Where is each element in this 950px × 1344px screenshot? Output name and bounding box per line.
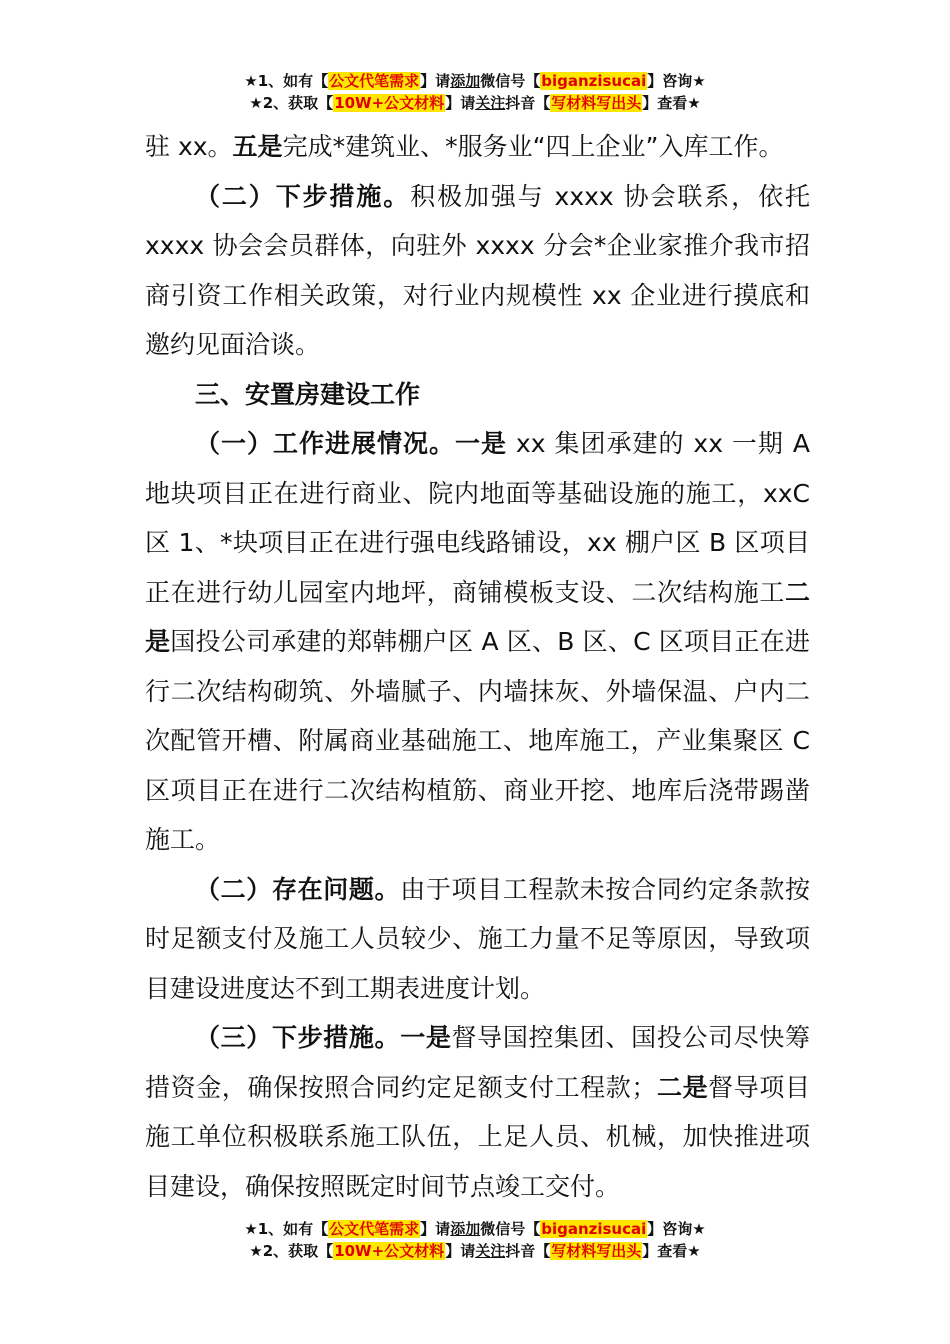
paragraph-problems <box>145 865 810 1014</box>
paragraph-continuation <box>145 122 810 172</box>
body-text: 完成*建筑业、*服务业“四上企业”入库工作。 <box>282 132 784 161</box>
section-heading: 三、安置房建设工作 <box>195 379 421 409</box>
promo-highlight: biganzisucai <box>541 72 647 90</box>
promo-text: 抖音【 <box>505 1242 551 1260</box>
promo-banner-bottom <box>0 1218 950 1262</box>
promo-text: 】请 <box>445 1242 476 1260</box>
promo-text: ★2、获取【 <box>249 1242 334 1260</box>
promo-highlight: 10W+公文材料 <box>334 94 445 112</box>
promo-line-2 <box>0 1240 950 1262</box>
promo-text: 微信号【 <box>480 72 541 90</box>
promo-line-1 <box>0 1218 950 1240</box>
paragraph-progress <box>145 419 810 865</box>
body-text: 国投公司承建的郑韩棚户区 A 区、B 区、C 区项目正在进行二次结构砌筑、外墙腻子、内墙抹灰、外墙保温、户内二次配管开槽、附属商业基础施工、地库施工，产业集聚区 C 区项目正在进行二次结构植筋、商业开挖、地库后浇带踢凿施工。 <box>145 627 810 854</box>
promo-text: 】咨询★ <box>647 1220 706 1238</box>
promo-underline: 添加 <box>450 72 481 90</box>
promo-line-1 <box>0 70 950 92</box>
promo-text: 】请 <box>420 1220 451 1238</box>
body-text: 由于项目工程款未按合同约定条款按时足额支付及施工人员较少、施工力量不足等原因，导致项目建设进度达不到工期表进度计划。 <box>145 874 810 1003</box>
promo-banner-top <box>0 70 950 114</box>
promo-text: ★1、如有【 <box>244 1220 329 1238</box>
promo-text: ★1、如有【 <box>244 72 329 90</box>
promo-text: ★2、获取【 <box>249 94 334 112</box>
promo-highlight: 写材料写出头 <box>551 1242 642 1260</box>
promo-text: 】查看★ <box>642 94 701 112</box>
promo-underline: 关注 <box>475 94 506 112</box>
body-text: 积极加强与 xxxx 协会联系，依托 xxxx 协会会员群体，向驻外 xxxx 分会*企业家推介我市招商引资工作相关政策，对行业内规模性 xx 企业进行摸底和邀约见面洽谈。 <box>145 181 810 359</box>
paragraph-measures <box>145 1013 810 1211</box>
paragraph-next-steps <box>145 172 810 370</box>
promo-text: 抖音【 <box>505 94 551 112</box>
bold-lead: （三）下步措施。一是 <box>195 1023 452 1052</box>
promo-text: 】咨询★ <box>647 72 706 90</box>
promo-text: 】请 <box>445 94 476 112</box>
bold-lead: （二）下步措施。 <box>195 181 411 211</box>
document-body <box>145 122 810 1211</box>
promo-highlight: 公文代笔需求 <box>329 72 420 90</box>
body-text: 督导项目施工单位积极联系施工队伍，上足人员、机械，加快推进项目建设，确保按照既定时间节点竣工交付。 <box>145 1072 810 1201</box>
body-text: 驻 xx。 <box>145 132 233 161</box>
bold-lead: 五是 <box>232 132 283 161</box>
promo-highlight: 写材料写出头 <box>551 94 642 112</box>
promo-text: 】查看★ <box>642 1242 701 1260</box>
promo-underline: 添加 <box>450 1220 481 1238</box>
bold-lead: （二）存在问题。 <box>195 874 401 904</box>
promo-text: 】请 <box>420 72 451 90</box>
body-text: 督导国控集团、国投公司尽快筹措资金，确保按照合同约定足额支付工程款； <box>145 1023 810 1102</box>
promo-highlight: 10W+公文材料 <box>334 1242 445 1260</box>
body-text: xx 集团承建的 xx 一期 A 地块项目正在进行商业、院内地面等基础设施的施工，xxC 区 1、*块项目正在进行强电线路铺设，xx 棚户区 B 区项目正在进行幼儿园室内地坪，商铺模板支设、二次结构施工 <box>145 429 810 607</box>
promo-text: 微信号【 <box>480 1220 541 1238</box>
promo-underline: 关注 <box>475 1242 506 1260</box>
bold-lead: 二是 <box>145 577 810 656</box>
promo-highlight: biganzisucai <box>541 1220 647 1238</box>
bold-lead: 二是 <box>656 1072 709 1102</box>
promo-line-2 <box>0 92 950 114</box>
promo-highlight: 公文代笔需求 <box>329 1220 420 1238</box>
bold-lead: （一）工作进展情况。一是 <box>195 429 507 458</box>
